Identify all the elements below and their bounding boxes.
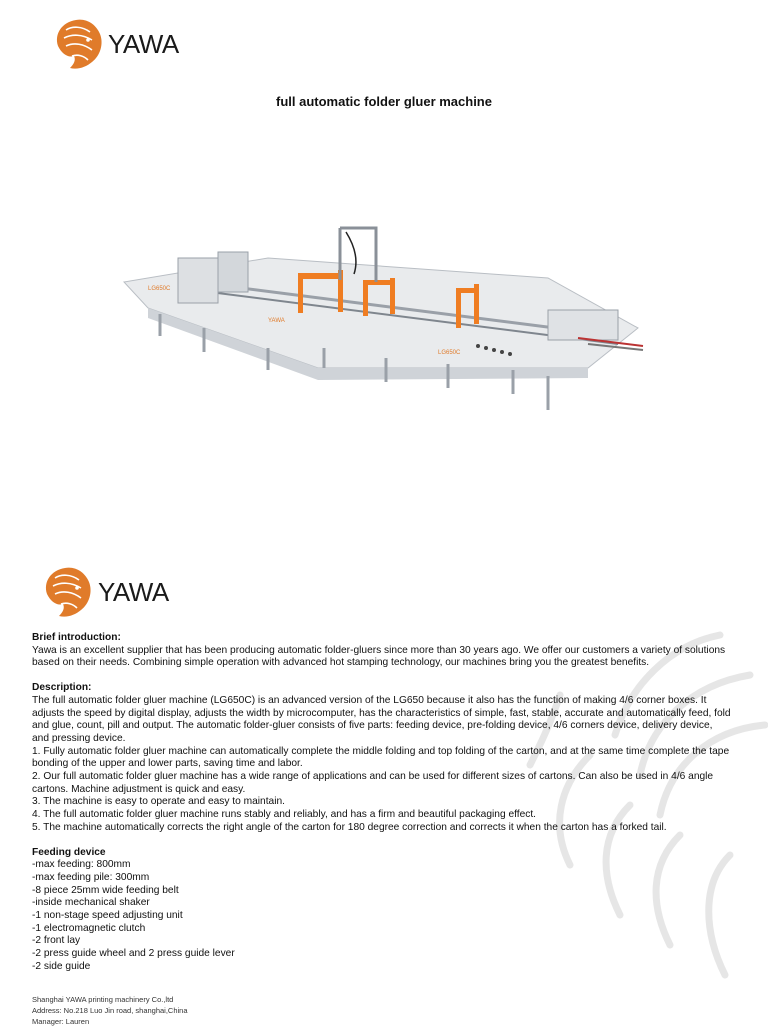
feeding-item: -inside mechanical shaker	[32, 897, 150, 909]
footer-address: Address: No.218 Luo Jin road, shanghai,China	[32, 1006, 188, 1015]
description-point: 3. The machine is easy to operate and easy to maintain.	[32, 796, 285, 808]
feeding-item: -1 electromagnetic clutch	[32, 922, 146, 934]
lion-head-icon	[52, 16, 106, 72]
machine-model-label: LG650C	[148, 286, 171, 292]
description-point: 4. The full automatic folder gluer machine runs stably and reliably, and has a firm and beautiful packaging effect.	[32, 809, 537, 821]
feeding-item: -max feeding: 800mm	[32, 859, 131, 871]
logo-wordmark: YAWA	[108, 28, 179, 59]
company-logo-top	[52, 16, 179, 72]
feeding-item: -2 press guide wheel and 2 press guide lever	[32, 948, 235, 960]
document-body	[32, 632, 732, 974]
feeding-heading: Feeding device	[32, 846, 106, 858]
document-title: full automatic folder gluer machine	[276, 94, 492, 109]
description-paragraph: The full automatic folder gluer machine (LG650C) is an advanced version of the LG650 because it also has the function of making 4/6 corner boxes. It adjusts the speed by digital display, adjusts the width by microcomputer, has the characteristics of simple, fast, stable, accurate and automatically feed, fold and glue, count, pill and output. The automatic folder-gluer consists of five parts: feeding device, pre-folding device, 4/6 corners device, delivery device, and pressing device.	[32, 694, 731, 744]
machine-model-label: LG650C	[438, 350, 461, 356]
footer-manager: Manager: Lauren	[32, 1017, 90, 1026]
description-heading: Description:	[32, 682, 92, 694]
folder-gluer-machine-photo	[118, 218, 648, 418]
description-point: 1. Fully automatic folder gluer machine can automatically complete the middle folding and top folding of the carton, and at the same time complete the tape bonding of the upper and lower parts, saving time and labor.	[32, 745, 730, 770]
feeding-item: -1 non-stage speed adjusting unit	[32, 910, 183, 922]
description-point: 2. Our full automatic folder gluer machine has a wide range of applications and can be used for different sizes of cartons. Can also be used in 4/6 angle cartons. Machine adjustment is quick and easy.	[32, 771, 714, 795]
logo-wordmark: YAWA	[98, 576, 169, 607]
lion-head-icon	[40, 564, 96, 620]
feeding-item: -2 side guide	[32, 960, 91, 972]
brief-heading: Brief introduction:	[32, 632, 121, 643]
company-logo-middle	[40, 564, 169, 620]
machine-brand-label: YAWA	[268, 318, 285, 324]
company-footer	[32, 994, 188, 1027]
description-point: 5. The machine automatically corrects the right angle of the carton for 180 degree correction and corrects it when the carton has a forked tail.	[32, 821, 667, 833]
brief-text: Yawa is an excellent supplier that has been producing automatic folder-gluers since more than 30 years ago. We offer our customers a variety of solutions based on their needs. Combining simple operation with advanced hot stamping technology, our machines bring you the greatest benefits.	[32, 644, 726, 669]
feeding-item: -max feeding pile: 300mm	[32, 871, 150, 883]
footer-company: Shanghai YAWA printing machinery Co.,ltd	[32, 995, 174, 1004]
feeding-item: -2 front lay	[32, 935, 81, 947]
feeding-item: -8 piece 25mm wide feeding belt	[32, 884, 179, 896]
